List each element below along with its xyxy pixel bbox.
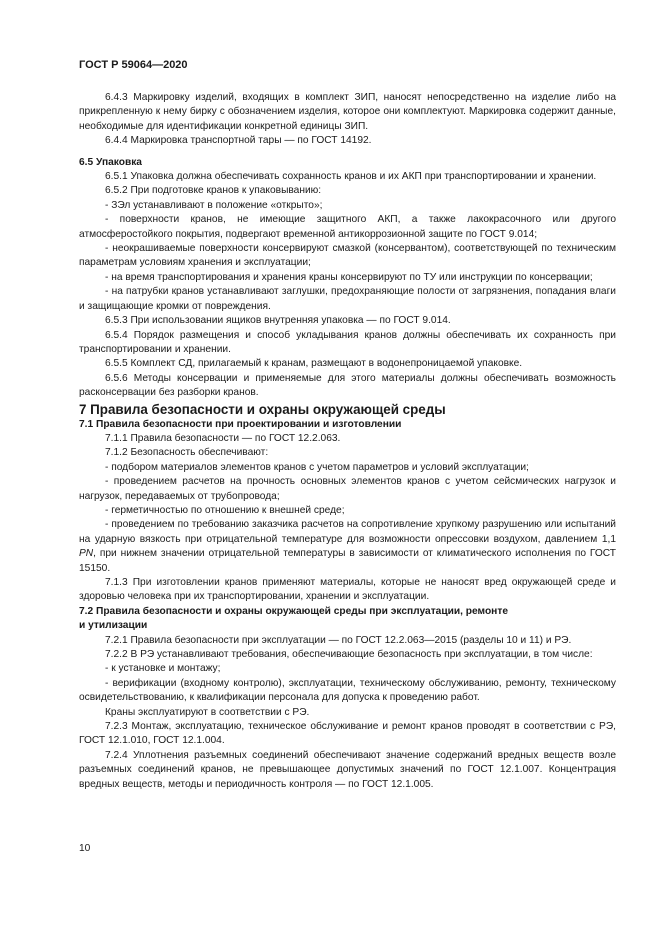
list-item: - к установке и монтажу;	[105, 663, 221, 675]
list-item: - неокрашиваемые поверхности консервируют смазкой (консервантом), соответствующей по техническим параметрам условиям хранения и эксплуатации;	[79, 243, 616, 269]
paragraph: 6.5.5 Комплект СД, прилагаемый к кранам, размещают в водонепроницаемой упаковке.	[105, 358, 523, 370]
list-item: - проведением расчетов на прочность основных элементов кранов с учетом сейсмических нагрузок и нагрузок, передаваемых от трубопровода;	[79, 476, 616, 502]
section-heading: 6.5 Упаковка	[79, 156, 142, 168]
paragraph: 7.1.3 При изготовлении кранов применяют материалы, которые не наносят вред окружающей среде и здоровью человека при их транспортировании, хранении и эксплуатации.	[79, 577, 616, 603]
paragraph: 6.5.4 Порядок размещения и способ укладывания кранов должны обеспечивать их сохранность при транспортировании и хранении.	[79, 329, 616, 355]
list-item: - верификации (входному контролю), эксплуатации, техническому обслуживанию, ремонту, техническому освидетельствованию, к квалификации персонала для допуска к проведению работ.	[79, 677, 616, 704]
page-number: 10	[79, 843, 91, 854]
list-item: - на патрубки кранов устанавливают заглушки, предохраняющие полости от загрязнения, попадания влаги и защищающие кромки от повреждения.	[79, 286, 616, 312]
paragraph: 7.2.2 В РЭ устанавливают требования, обеспечивающие безопасность при эксплуатации, в том числе:	[105, 649, 593, 661]
paragraph: 6.5.2 При подготовке кранов к упаковыванию:	[105, 185, 322, 197]
paragraph: Краны эксплуатируют в соответствии с РЭ.	[105, 706, 310, 718]
paragraph: 7.2.3 Монтаж, эксплуатацию, техническое обслуживание и ремонт кранов проводят в соответствии с РЭ, ГОСТ 12.1.010, ГОСТ 12.1.004.	[79, 721, 616, 747]
heading-line: и утилизации	[79, 620, 148, 632]
text-span: , при нижнем значении отрицательной температуры в зависимости от климатического исполнения по ГОСТ 15150.	[79, 548, 616, 574]
paragraph: 7.2.1 Правила безопасности при эксплуатации — по ГОСТ 12.2.063—2015 (разделы 10 и 11) и РЭ.	[105, 634, 572, 646]
list-item: - герметичностью по отношению к внешней среде;	[105, 504, 345, 516]
paragraph: 6.5.3 При использовании ящиков внутренняя упаковка — по ГОСТ 9.014.	[105, 315, 451, 327]
document-body	[79, 91, 616, 792]
paragraph: 6.4.3 Маркировку изделий, входящих в комплект ЗИП, наносят непосредственно на изделие либо на прикрепленную к нему бирку с обозначением изделия, которое они комплектуют. Маркировка содержит данные, необходимые для идентификации конкретной единицы ЗИП.	[79, 92, 616, 132]
list-item	[79, 518, 616, 576]
section-heading: 7.1 Правила безопасности при проектировании и изготовлении	[79, 418, 402, 430]
list-item: - ЗЭл устанавливают в положение «открыто»;	[105, 199, 323, 211]
document-header: ГОСТ Р 59064—2020	[79, 59, 188, 71]
chapter-heading: 7 Правила безопасности и охраны окружающей среды	[79, 401, 446, 417]
spacer	[79, 149, 616, 156]
list-item: - поверхности кранов, не имеющие защитного АКП, а также лакокрасочного или другого атмосферостойкого покрытия, подвергают временной антикоррозионной защите по ГОСТ 9.014;	[79, 214, 616, 240]
heading-line: 7.2 Правила безопасности и охраны окружающей среды при эксплуатации, ремонте	[79, 605, 508, 617]
paragraph: 6.5.6 Методы консервации и применяемые для этого материалы должны обеспечивать возможность расконсервации без разборки кранов.	[79, 372, 616, 399]
paragraph: 7.1.2 Безопасность обеспечивают:	[105, 447, 269, 459]
paragraph: 7.1.1 Правила безопасности — по ГОСТ 12.2.063.	[105, 432, 341, 444]
paragraph: 6.5.1 Упаковка должна обеспечивать сохранность кранов и их АКП при транспортировании и хранении.	[105, 171, 597, 183]
list-item: - подбором материалов элементов кранов с учетом параметров и условий эксплуатации;	[105, 461, 529, 473]
text-span: - проведением по требованию заказчика расчетов на сопротивление хрупкому разрушению или испытаний на ударную вязкость при отрицательной температуре для возможности опрессовки воздухом, давлением 1,1	[79, 519, 616, 545]
list-item: - на время транспортирования и хранения краны консервируют по ТУ или инструкции по консервации;	[105, 271, 593, 283]
paragraph: 7.2.4 Уплотнения разъемных соединений обеспечивают значение содержаний вредных веществ возле разъемных соединений кранов, не превышающее допустимых значений по ГОСТ 12.1.007. Концентрация вредных веществ, методы и периодичность контроля — по ГОСТ 12.1.005.	[79, 749, 616, 790]
section-heading	[79, 605, 616, 634]
pn-symbol: PN	[79, 548, 94, 560]
paragraph: 6.4.4 Маркировка транспортной тары — по ГОСТ 14192.	[105, 135, 372, 147]
